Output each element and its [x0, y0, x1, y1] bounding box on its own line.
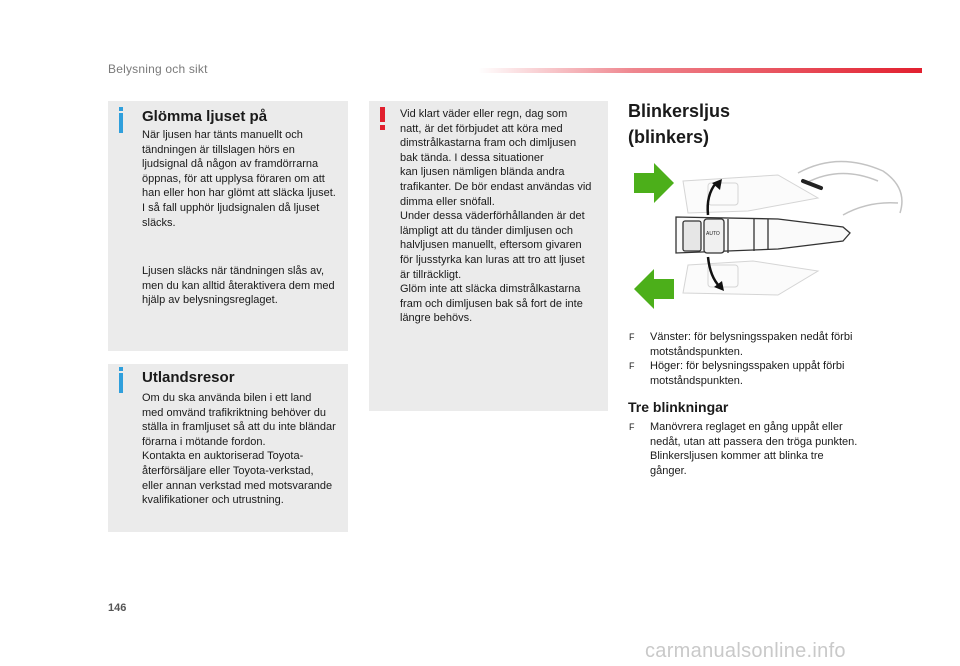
auto-label: AUTO	[706, 231, 720, 237]
bullet-text: Höger: för belysningsspaken uppåt förbi motståndspunkten.	[650, 360, 845, 387]
bullet-text: Manövrera reglaget en gång uppåt eller nedåt, utan att passera den tröga punkten. Blinkersljusen kommer att blinka tre gånger.	[650, 421, 858, 477]
three-flashes-bullets	[629, 420, 879, 478]
warning-panel-fog-lights	[369, 101, 608, 411]
right-arrow-icon	[634, 163, 674, 203]
info-panel-travel-abroad	[108, 364, 348, 532]
list-item	[629, 359, 879, 388]
header-accent-bar	[478, 68, 922, 73]
panel-paragraph: Vid klart väder eller regn, dag som natt, är det förbjudet att köra med dimstrålkastarna fram och dimljusen bak tända. I dessa situationer kan ljusen nämligen blända andra trafikanter. De bör endast användas vid dimma eller snöfall. Under dessa väderförhållanden är det lämpligt att du tänder dimljusen och halvljusen manuellt, eftersom givaren för ljusstyrka kan luras att tro att ljuset är tillräckligt. Glöm inte att släcka dimstrålkastarna fram och dimljusen bak så fort de inte längre behövs.	[400, 108, 592, 325]
page-number: 146	[108, 602, 127, 614]
bullet-icon: F	[629, 361, 635, 371]
info-panel-forgotten-lights	[108, 101, 348, 351]
bullet-icon: F	[629, 332, 635, 342]
steering-wheel-sketch	[798, 161, 902, 215]
stalk-lower-ghost	[683, 261, 818, 295]
panel-paragraph: Om du ska använda bilen i ett land med omvänd trafikriktning behöver du ställa in framljuset så att du inte bländar förarna i mötande fordon. Kontakta en auktoriserad Toyota- återförsäljare eller Toyota-verkstad, eller annan verkstad med motsvarande kvalifikationer och utrustning.	[142, 392, 336, 507]
info-icon	[119, 373, 123, 393]
left-arrow-icon	[634, 269, 674, 309]
warning-icon	[380, 107, 385, 122]
panel-heading: Glömma ljuset på	[142, 108, 268, 125]
light-stalk	[676, 217, 850, 253]
watermark: carmanualsonline.info	[645, 640, 846, 662]
stalk-upper-ghost	[683, 175, 818, 213]
subsection-title: Tre blinkningar	[628, 399, 729, 415]
turn-signal-bullets	[629, 330, 879, 388]
list-item	[629, 330, 879, 359]
panel-paragraph: När ljusen har tänts manuellt och tändningen är tillslagen hörs en ljudsignal då någon av framdörrarna öppnas, för att upplysa föraren om att han eller hon har glömt att släcka ljuset. I så fall upphör ljudsignalen då ljuset släcks.	[142, 129, 336, 229]
panel-paragraph: Ljusen släcks när tändningen slås av, men du kan alltid återaktivera dem med hjälp av belysningsreglaget.	[142, 265, 335, 307]
list-item	[629, 420, 879, 478]
section-title: Blinkersljus (blinkers)	[628, 101, 731, 147]
panel-heading: Utlandsresor	[142, 369, 235, 386]
header-title: Belysning och sikt	[108, 62, 208, 76]
info-icon	[119, 113, 123, 133]
bullet-icon: F	[629, 422, 635, 432]
bullet-text: Vänster: för belysningsspaken nedåt förbi motståndspunkten.	[650, 331, 853, 358]
turn-signal-illustration	[628, 153, 918, 313]
